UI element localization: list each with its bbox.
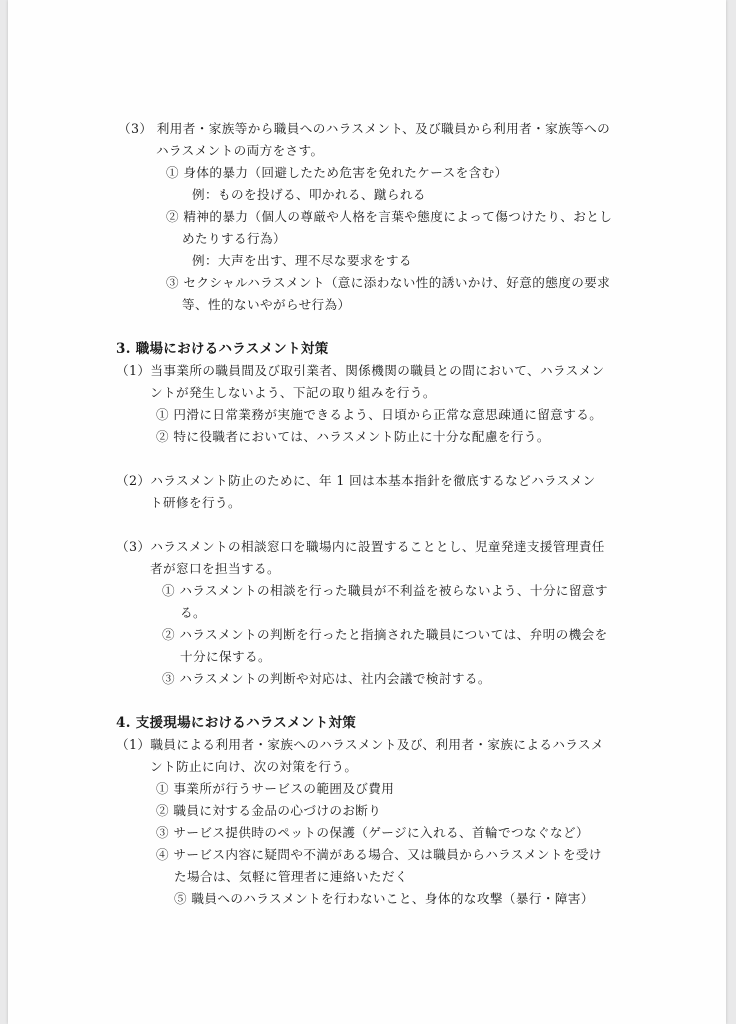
s3-item-1-sub-2: ② 特に役職者においては、ハラスメント防止に十分な配慮を行う。 bbox=[156, 429, 550, 444]
item-3-line-1: （3） 利用者・家族等から職員へのハラスメント、及び職員から利用者・家族等への bbox=[118, 121, 611, 136]
s3-item-3-sub-1: ① ハラスメントの相談を行った職員が不利益を被らないよう、十分に留意す bbox=[162, 583, 608, 598]
s3-item-3-sub-2-cont: 十分に保する。 bbox=[180, 649, 271, 664]
document-page bbox=[8, 0, 726, 1024]
section-4-heading: 4. 支援現場におけるハラスメント対策 bbox=[116, 715, 357, 731]
s3-item-3-sub-1-cont: る。 bbox=[180, 605, 206, 620]
s3-item-1-line-2: ントが発生しないよう、下記の取り組みを行う。 bbox=[150, 385, 436, 400]
s3-item-1-line-1: （1）当事業所の職員間及び取引業者、関係機関の職員との間において、ハラスメン bbox=[116, 363, 605, 378]
section-3-heading: 3. 職場におけるハラスメント対策 bbox=[116, 341, 329, 357]
item-3-sub-3: ③ セクシャルハラスメント（意に添わない性的誘いかけ、好意的態度の要求 bbox=[166, 275, 611, 290]
s3-item-3-line-2: 者が窓口を担当する。 bbox=[150, 561, 280, 576]
s4-item-1-line-2: ント防止に向け、次の対策を行う。 bbox=[150, 759, 358, 774]
s3-item-3-sub-2: ② ハラスメントの判断を行ったと指摘された職員については、弁明の機会を bbox=[162, 627, 608, 642]
s4-item-1-sub-3: ③ サービス提供時のペットの保護（ゲージに入れる、首輪でつなぐなど） bbox=[156, 825, 589, 840]
s3-item-3-sub-3: ③ ハラスメントの判断や対応は、社内会議で検討する。 bbox=[162, 671, 491, 686]
s3-item-2-line-1: （2）ハラスメント防止のために、年 1 回は本基本指針を徹底するなどハラスメン bbox=[116, 473, 596, 488]
s4-item-1-sub-1: ① 事業所が行うサービスの範囲及び費用 bbox=[156, 781, 395, 796]
item-3-sub-2-example: 例：大声を出す、理不尽な要求をする bbox=[192, 253, 412, 268]
s3-item-1-sub-1: ① 円滑に日常業務が実施できるよう、日頃から正常な意思疎通に留意する。 bbox=[156, 407, 603, 422]
item-3-sub-2: ② 精神的暴力（個人の尊厳や人格を言葉や態度によって傷つけたり、おとし bbox=[166, 209, 613, 224]
s3-item-2-line-2: ト研修を行う。 bbox=[150, 495, 241, 510]
s4-item-1-sub-5: ⑤ 職員へのハラスメントを行わないこと、身体的な攻撃（暴行・障害） bbox=[174, 891, 594, 906]
item-3-sub-1-example: 例：ものを投げる、叩かれる、蹴られる bbox=[192, 187, 426, 202]
s4-item-1-sub-4: ④ サービス内容に疑問や不満がある場合、又は職員からハラスメントを受け bbox=[156, 847, 602, 862]
item-3-sub-1: ① 身体的暴力（回避したため危害を免れたケースを含む） bbox=[166, 165, 508, 180]
s4-item-1-line-1: （1）職員による利用者・家族へのハラスメント及び、利用者・家族によるハラスメ bbox=[116, 737, 604, 752]
s4-item-1-sub-4-cont: た場合は、気軽に管理者に連絡いただく bbox=[174, 869, 408, 884]
item-3-sub-3-cont: 等、性的ないやがらせ行為） bbox=[182, 297, 351, 312]
s4-item-1-sub-2: ② 職員に対する金品の心づけのお断り bbox=[156, 803, 382, 818]
item-3-line-2: ハラスメントの両方をさす。 bbox=[156, 143, 324, 158]
item-3-sub-2-cont: めたりする行為） bbox=[182, 231, 286, 246]
s3-item-3-line-1: （3）ハラスメントの相談窓口を職場内に設置することとし、児童発達支援管理責任 bbox=[116, 539, 605, 554]
